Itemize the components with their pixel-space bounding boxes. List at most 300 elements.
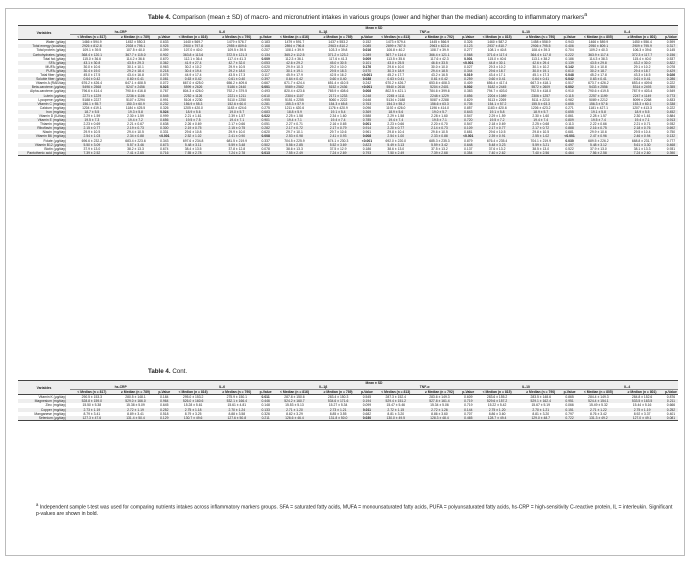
group-low-value: 19.5 ± 7.3 bbox=[70, 118, 114, 122]
p-value: 0.001 bbox=[464, 56, 473, 61]
group-high-value: 2247 ± 1149 bbox=[620, 94, 664, 98]
group-low-value: 15.22 ± 5.42 bbox=[487, 403, 507, 408]
nutrient-table-cont bbox=[18, 380, 678, 421]
group-high-value: 45.1 ± 17.3 bbox=[532, 73, 550, 78]
row-label: Vitamin B6 (mg/day) bbox=[18, 134, 70, 138]
group-low-value: 2204 ± 1089 bbox=[475, 94, 519, 98]
p-value: 0.545 bbox=[157, 94, 171, 98]
group-low-value: 37.9 ± 13.0 bbox=[83, 146, 101, 151]
p-value: <0.001 bbox=[159, 134, 170, 139]
table-footnote bbox=[36, 502, 676, 518]
group-low-value: 45.2 ± 17.8 bbox=[590, 73, 607, 78]
group-high-value: 366.4 ± 121.1 bbox=[418, 53, 462, 57]
p-value: 0.317 bbox=[664, 44, 678, 48]
row-label: Riboflavin (mg/day) bbox=[18, 126, 70, 130]
group-low-value: 1440 ± 569.7 bbox=[171, 40, 215, 45]
group-high-value: 2.15 ± 0.75 bbox=[215, 126, 259, 130]
group-high-value: 37.5 ± 12.9 bbox=[329, 146, 347, 151]
group-high-value: 155.5 ± 63.3 bbox=[519, 102, 563, 106]
group-high-value: 42.5 ± 16.2 bbox=[329, 73, 347, 78]
group-high-value: 131.8 ± 50.0 bbox=[316, 416, 360, 421]
p-value: 0.861 bbox=[565, 113, 574, 118]
p-value: 0.399 bbox=[160, 48, 169, 53]
group-high-value: 792.5 ± 418.0 bbox=[530, 89, 551, 94]
p-value: 0.833 bbox=[666, 97, 676, 102]
group-low-value: 29.3 ± 10.2 bbox=[488, 64, 506, 69]
p-value: 0.610 bbox=[563, 69, 577, 73]
group-high-header: ≥ Median (n = 790) bbox=[519, 35, 563, 40]
p-value: 0.024 bbox=[157, 110, 171, 114]
group-high-value: 1452 ± 550.3 bbox=[114, 40, 158, 45]
row-label: Iron (mg/day) bbox=[18, 110, 70, 114]
p-value: <0.001 bbox=[564, 134, 575, 139]
group-low-value: 2.23 ± 0.66 bbox=[387, 122, 405, 127]
p-value: 0.081 bbox=[157, 77, 171, 81]
p-value: 0.123 bbox=[461, 44, 475, 48]
group-high-value: 37.8 ± 12.8 bbox=[228, 146, 246, 151]
marker-header: IL-10 bbox=[475, 30, 576, 35]
group-low-value: 528.8 ± 159.0 bbox=[70, 399, 114, 403]
marker-header: IL-1β bbox=[273, 385, 374, 390]
nutrient-table bbox=[18, 25, 678, 156]
p-value: 0.042 bbox=[563, 77, 577, 81]
group-high-value: 2.34 ± 1.60 bbox=[329, 113, 347, 118]
group-high-value: 529.0 ± 166.0 bbox=[114, 399, 158, 403]
group-low-value: 1466 ± 589.9 bbox=[577, 40, 621, 45]
p-value: 0.259 bbox=[461, 77, 475, 81]
group-low-value: 5.48 ± 3.23 bbox=[475, 143, 519, 147]
mean-sd-header: Mean ± SD bbox=[70, 26, 678, 31]
group-low-value: 794.7 ± 403.0 bbox=[486, 89, 508, 94]
group-high-value: 18.9 ± 5.7 bbox=[519, 110, 563, 114]
pvalue-header: p-Value bbox=[462, 390, 475, 395]
p-value: 0.568 bbox=[461, 53, 475, 57]
p-value: 0.101 bbox=[360, 61, 374, 65]
group-low-value: 29.9 ± 10.6 bbox=[590, 130, 607, 135]
group-high-value: 114.2 ± 36.6 bbox=[126, 56, 145, 61]
group-high-value: 2909 ± 795.9 bbox=[620, 44, 664, 48]
group-high-value: 372.5 ± 121.3 bbox=[215, 53, 259, 57]
p-value: 0.692 bbox=[664, 126, 678, 130]
group-low-value: 2.20 ± 0.77 bbox=[374, 126, 418, 130]
group-low-value: 1204 ± 419.1 bbox=[82, 105, 102, 110]
group-low-value: 43.5 ± 29.8 bbox=[577, 61, 621, 65]
p-value: 0.991 bbox=[160, 97, 169, 102]
group-high-value: 2.14 ± 0.73 bbox=[418, 126, 462, 130]
group-high-value: 5099 ± 2268 bbox=[632, 97, 652, 102]
group-low-value: 30.2 ± 18.7 bbox=[577, 69, 621, 73]
p-value: 0.008 bbox=[259, 134, 273, 138]
marker-header: IL-10 bbox=[475, 385, 576, 390]
p-value: 0.152 bbox=[360, 40, 374, 45]
p-value: 0.468 bbox=[664, 143, 678, 147]
group-high-value: 29.5 ± 18.3 bbox=[316, 69, 360, 73]
p-value: 0.982 bbox=[565, 97, 574, 102]
group-high-value: 2.75 ± 1.19 bbox=[620, 408, 664, 412]
group-low-value: 2.28 ± 1.57 bbox=[590, 113, 607, 118]
p-value: 0.176 bbox=[362, 64, 372, 69]
group-low-value: 2271 ± 1229 bbox=[70, 94, 114, 98]
group-low-value: 7.40 ± 2.62 bbox=[475, 151, 519, 156]
group-high-value: 5.59 ± 3.42 bbox=[418, 143, 462, 147]
p-value: 0.876 bbox=[664, 395, 678, 400]
group-high-value: 371.2 ± 123.2 bbox=[316, 53, 360, 57]
group-high-value: 5107 ± 2294 bbox=[126, 97, 145, 102]
group-low-value: 2926 ± 812.8 bbox=[70, 44, 114, 48]
group-high-value: 1184 ± 425.5 bbox=[125, 105, 146, 110]
p-value: 0.588 bbox=[362, 113, 372, 118]
group-high-value: 7.24 ± 2.60 bbox=[620, 151, 664, 156]
p-value: 0.656 bbox=[157, 118, 171, 122]
p-value: 0.502 bbox=[259, 143, 273, 147]
p-value: 0.383 bbox=[464, 89, 473, 94]
group-low-value: 363.8 ± 113.6 bbox=[171, 53, 215, 57]
group-high-value: 117.6 ± 42.3 bbox=[430, 56, 449, 61]
group-high-value: 29.2 ± 10.0 bbox=[329, 64, 347, 69]
group-high-value: 367.7 ± 115.0 bbox=[114, 53, 158, 57]
group-high-value: 2.20 ± 0.70 bbox=[431, 122, 448, 127]
group-high-value: 152.6 ± 60.0 bbox=[215, 102, 259, 106]
group-low-value: 2.16 ± 0.75 bbox=[577, 126, 621, 130]
p-value: 0.704 bbox=[565, 48, 574, 53]
row-label: Total protein (g/day) bbox=[36, 48, 66, 53]
group-high-value: 2.17 ± 0.72 bbox=[519, 126, 563, 130]
p-value: 0.072 bbox=[160, 81, 169, 86]
group-high-value: 156.6 ± 63.3 bbox=[418, 102, 462, 106]
p-value: 0.331 bbox=[160, 130, 169, 135]
p-value: 0.609 bbox=[461, 395, 475, 400]
group-low-value: 15.49 ± 5.32 bbox=[589, 403, 608, 408]
p-value: 0.570 bbox=[360, 69, 374, 73]
group-high-value: 29.4 ± 18.7 bbox=[620, 69, 664, 73]
group-low-value: 2.17 ± 0.77 bbox=[475, 126, 519, 130]
group-high-value: 15.34 ± 5.06 bbox=[430, 403, 449, 408]
group-low-value: 19.1 ± 5.8 bbox=[475, 110, 519, 114]
footnote-text: Independent sample t-test was used for comparing nutrients intakes across inflammatory markers groups. SFA = saturated fatty acids, MUFA = monounsaturated fatty acids, PUFA = polyunsaturated fatty acids, hs-CRP = high-sensitivity C-reactive protein, IL = interleukin. Significant p-values are shown in bold. bbox=[36, 504, 673, 518]
group-high-value: 704.1 ± 219.9 bbox=[530, 138, 551, 143]
p-value: 0.925 bbox=[157, 44, 171, 48]
group-low-value: 295.0 ± 153.2 bbox=[171, 395, 215, 400]
group-high-value: 29.2 ± 18.0 bbox=[215, 69, 259, 73]
group-low-value: 44.9 ± 17.4 bbox=[184, 73, 202, 78]
p-value: 0.038 bbox=[360, 77, 374, 81]
group-low-value: 283.6 ± 155.2 bbox=[475, 395, 519, 400]
p-value: 0.823 bbox=[360, 143, 374, 147]
group-low-value: 1466 ± 594.9 bbox=[70, 40, 114, 45]
group-low-value: 7.55 ± 2.49 bbox=[273, 151, 317, 156]
p-value: 0.271 bbox=[565, 105, 574, 110]
group-low-value: 365.2 ± 112.5 bbox=[273, 53, 317, 57]
p-value: 0.465 bbox=[461, 416, 475, 421]
p-value: 0.019 bbox=[464, 73, 473, 78]
row-label: Selenium (μg/day) bbox=[18, 416, 70, 421]
group-high-value: 280.5 ± 148.1 bbox=[114, 395, 158, 400]
pvalue-header: p-Value bbox=[563, 390, 576, 395]
group-low-value: 130.7 ± 49.6 bbox=[171, 416, 215, 421]
group-low-value: 8.82 ± 3.29 bbox=[286, 411, 303, 416]
group-low-header: < Median (n = 817) bbox=[70, 390, 114, 395]
p-value: 0.300 bbox=[157, 126, 171, 130]
group-low-value: 2.47 ± 0.96 bbox=[577, 134, 621, 138]
group-high-value: 113.1 ± 38.2 bbox=[531, 56, 550, 61]
marker-header: IL-6 bbox=[171, 30, 272, 35]
p-value: 0.545 bbox=[360, 395, 374, 400]
group-high-value: 653.6 ± 408.3 bbox=[429, 81, 450, 86]
group-low-value: 820.4 ± 423.6 bbox=[284, 89, 305, 94]
group-high-header: ≥ Median (n = 801) bbox=[620, 390, 664, 395]
p-value: 0.735 bbox=[461, 102, 475, 106]
group-low-value: 29.7 ± 10.1 bbox=[286, 130, 303, 135]
p-value: 0.610 bbox=[259, 94, 273, 98]
p-value: 0.464 bbox=[563, 151, 577, 156]
group-low-value: 2900 ± 797.8 bbox=[171, 44, 215, 48]
group-high-value: 2.33 ± 0.88 bbox=[418, 134, 462, 138]
p-value: 0.648 bbox=[461, 143, 475, 147]
p-value: 0.081 bbox=[664, 416, 678, 421]
group-high-value: 2.39 ± 1.57 bbox=[228, 113, 246, 118]
p-value: 0.139 bbox=[563, 61, 577, 65]
p-value: 0.117 bbox=[261, 73, 270, 78]
group-low-value: 1479 ± 591.7 bbox=[273, 40, 317, 45]
table-cont-caption bbox=[148, 368, 187, 375]
group-low-value: 38.4 ± 13.5 bbox=[184, 146, 202, 151]
group-high-value: 5152 ± 2436 bbox=[316, 85, 360, 89]
p-value: 0.030 bbox=[565, 138, 574, 143]
group-high-value: 29.6 ± 10.5 bbox=[431, 130, 448, 135]
p-value: <0.001 bbox=[361, 138, 373, 143]
p-value: 0.362 bbox=[157, 61, 171, 65]
group-low-value: 107.0 ± 40.0 bbox=[183, 48, 203, 53]
group-low-value: 41.9 ± 27.4 bbox=[171, 61, 215, 65]
group-low-value: 5134 ± 2188 bbox=[386, 97, 406, 102]
group-low-value: 37.6 ± 13.2 bbox=[488, 146, 506, 151]
group-low-value: 5188 ± 2227 bbox=[82, 97, 102, 102]
group-low-value: 2.17 ± 0.72 bbox=[273, 126, 317, 130]
group-low-header: < Median (n = 815) bbox=[475, 35, 519, 40]
p-value: 0.129 bbox=[157, 416, 171, 421]
group-high-value: 5.57 ± 3.46 bbox=[114, 143, 158, 147]
group-low-value: 5.48 ± 3.11 bbox=[171, 143, 215, 147]
group-low-value: 790.6 ± 419.5 bbox=[588, 89, 609, 94]
group-high-value: 2.17 ± 0.66 bbox=[228, 122, 246, 127]
group-low-value: 2.71 ± 1.22 bbox=[577, 408, 621, 412]
group-high-value: 651.4 ± 410.5 bbox=[327, 81, 349, 86]
group-low-value: 5182 ± 2445 bbox=[475, 85, 519, 89]
p-value: 0.027 bbox=[464, 64, 473, 69]
p-value: 0.008 bbox=[360, 134, 374, 138]
p-value: 0.001 bbox=[259, 85, 273, 89]
group-high-header: ≥ Median (n = 789) bbox=[114, 390, 158, 395]
p-value: 0.066 bbox=[565, 403, 574, 408]
group-low-value: 673.7 ± 426.2 bbox=[588, 81, 609, 86]
p-value: 0.078 bbox=[261, 146, 270, 151]
p-value: 0.716 bbox=[157, 151, 171, 156]
p-value: 0.645 bbox=[160, 403, 169, 408]
group-high-value: 784.6 ± 399.6 bbox=[429, 89, 450, 94]
group-high-value: 2963 ± 822.6 bbox=[418, 44, 462, 48]
group-low-value: 18.8 ± 5.9 bbox=[273, 110, 317, 114]
group-high-value: 19.3 ± 5.8 bbox=[114, 110, 158, 114]
group-high-value: 283.6 ± 149.3 bbox=[418, 395, 462, 400]
group-high-value: 0.61 ± 0.42 bbox=[418, 77, 462, 81]
p-value: 0.369 bbox=[360, 110, 374, 114]
p-value: 0.901 bbox=[259, 118, 273, 122]
row-label: Magnesium (mg/day) bbox=[18, 399, 70, 403]
p-value: 0.051 bbox=[261, 122, 270, 127]
group-low-value: 15.50 ± 5.38 bbox=[82, 403, 102, 408]
group-high-value: 7.40 ± 2.56 bbox=[519, 151, 563, 156]
group-high-value: 30.0 ± 19.1 bbox=[519, 69, 563, 73]
p-value: 0.517 bbox=[565, 81, 574, 86]
row-label: Pantothenic acid (mg/day) bbox=[18, 151, 70, 156]
p-value: 0.643 bbox=[461, 110, 475, 114]
p-value: 0.913 bbox=[664, 118, 678, 122]
group-high-value: 19.0 ± 5.7 bbox=[215, 110, 259, 114]
group-low-value: 1211 ± 420.6 bbox=[284, 105, 305, 110]
group-high-value: 532.1 ± 166.4 bbox=[215, 399, 259, 403]
group-high-value: 29.7 ± 10.6 bbox=[329, 130, 347, 135]
group-low-value: 0.64 ± 0.42 bbox=[70, 77, 114, 81]
p-value: 0.674 bbox=[160, 146, 169, 151]
group-high-value: 2963 ± 810.2 bbox=[316, 44, 360, 48]
group-low-value: 676.2 ± 426.4 bbox=[81, 81, 103, 86]
group-high-value: 2.70 ± 1.24 bbox=[215, 408, 259, 412]
row-label: Water (g/day) bbox=[18, 40, 70, 45]
group-low-header: < Median (n = 813) bbox=[374, 35, 418, 40]
group-low-value: 128.7 ± 49.4 bbox=[475, 416, 519, 421]
p-value: 0.134 bbox=[259, 53, 273, 57]
table-cont-caption-label: Table 4. bbox=[148, 368, 171, 375]
group-high-value: 19.4 ± 7.4 bbox=[316, 118, 360, 122]
row-label: SFA (g/day) bbox=[18, 61, 70, 65]
p-value: 0.763 bbox=[360, 102, 374, 106]
group-high-value: 2955 ± 809.6 bbox=[215, 44, 259, 48]
p-value: 0.522 bbox=[565, 146, 574, 151]
p-value: 0.075 bbox=[160, 73, 169, 78]
p-value: 0.397 bbox=[259, 77, 273, 81]
group-high-value: 7.24 ± 2.78 bbox=[215, 151, 259, 156]
group-high-value: 115.4 ± 40.0 bbox=[632, 56, 652, 61]
p-value: 0.343 bbox=[160, 138, 169, 143]
group-low-value: 30.4 ± 19.4 bbox=[171, 69, 215, 73]
group-low-value: 287.3 ± 152.4 bbox=[374, 395, 418, 400]
p-value: 0.009 bbox=[261, 56, 270, 61]
pvalue-header: p-Value bbox=[563, 35, 576, 40]
table-caption bbox=[148, 12, 587, 21]
group-high-value: 7.41 ± 2.65 bbox=[114, 151, 158, 156]
group-high-value: 5186 ± 2440 bbox=[215, 85, 259, 89]
group-high-value: 8.85 ± 3.55 bbox=[329, 411, 347, 416]
group-high-value: 8.81 ± 3.20 bbox=[532, 411, 550, 416]
group-low-value: 2.54 ± 1.00 bbox=[374, 134, 418, 138]
p-value: 0.009 bbox=[362, 56, 372, 61]
p-value: 0.326 bbox=[461, 40, 475, 45]
p-value: 0.008 bbox=[362, 89, 372, 94]
row-label: Folate (μg/day) bbox=[43, 138, 66, 143]
p-value: 0.002 bbox=[563, 85, 577, 89]
p-value: 0.096 bbox=[362, 105, 372, 110]
group-low-header: < Median (n = 816) bbox=[171, 390, 215, 395]
group-low-value: 524.4 ± 154.1 bbox=[577, 399, 621, 403]
p-value: 0.707 bbox=[464, 411, 473, 416]
group-high-header: ≥ Median (n = 789) bbox=[114, 35, 158, 40]
group-high-value: 656.2 ± 409.6 bbox=[226, 81, 248, 86]
group-low-value: 2.15 ± 0.77 bbox=[70, 126, 114, 130]
p-value: 0.001 bbox=[362, 122, 372, 127]
group-high-value: 5.52 ± 3.69 bbox=[316, 143, 360, 147]
p-value: 0.156 bbox=[664, 53, 678, 57]
p-value: 0.115 bbox=[563, 94, 577, 98]
group-low-value: 5.48 ± 3.12 bbox=[577, 143, 621, 147]
p-value: 0.681 bbox=[565, 130, 574, 135]
group-high-header: ≥ Median (n = 792) bbox=[418, 390, 462, 395]
group-low-value: 29.6 ± 10.0 bbox=[387, 64, 405, 69]
p-value: 0.144 bbox=[461, 408, 475, 412]
group-low-value: 287.8 ± 150.6 bbox=[273, 395, 317, 400]
group-low-header: < Median (n = 816) bbox=[273, 35, 317, 40]
p-value: 0.184 bbox=[157, 395, 171, 400]
group-high-value: 29.9 ± 10.5 bbox=[228, 64, 246, 69]
group-low-value: 130.0 ± 49.5 bbox=[374, 416, 418, 421]
pvalue-header: p-Value bbox=[462, 35, 475, 40]
p-value: 0.023 bbox=[157, 85, 171, 89]
group-high-value: 0.60 ± 0.41 bbox=[114, 77, 158, 81]
group-high-value: 527.8 ± 161.4 bbox=[418, 399, 462, 403]
p-value: 0.943 bbox=[563, 40, 577, 45]
group-low-value: 5433 ± 2556 bbox=[577, 85, 621, 89]
group-low-value: 697.6 ± 234.8 bbox=[182, 138, 204, 143]
row-label: Soluble fiber (g/day) bbox=[18, 77, 70, 81]
p-value: 0.719 bbox=[461, 399, 475, 403]
group-high-value: 37.5 ± 13.2 bbox=[431, 146, 448, 151]
group-low-value: 2.73 ± 1.19 bbox=[70, 408, 114, 412]
p-value: 0.670 bbox=[160, 56, 169, 61]
group-low-value: 44.8 ± 30.1 bbox=[475, 61, 519, 65]
p-value: 0.109 bbox=[461, 126, 475, 130]
group-high-value: 2.30 ± 1.61 bbox=[633, 113, 651, 118]
group-high-value: 2.72 ± 1.19 bbox=[114, 408, 158, 412]
group-low-value: 526.0 ± 160.6 bbox=[171, 399, 215, 403]
group-low-value: 30.1 ± 19.1 bbox=[273, 69, 317, 73]
group-high-value: 1176 ± 420.9 bbox=[328, 105, 348, 110]
group-low-value: 2304 ± 1107 bbox=[273, 94, 317, 98]
group-low-value: 30.0 ± 10.6 bbox=[83, 64, 101, 69]
group-low-value: 19.5 ± 7.4 bbox=[577, 118, 621, 122]
group-high-value: 15.61 ± 4.81 bbox=[227, 403, 247, 408]
p-value: 0.914 bbox=[360, 126, 374, 130]
group-low-value: 1181 ± 427.1 bbox=[588, 105, 609, 110]
group-high-value: 5.61 ± 3.30 bbox=[620, 143, 664, 147]
group-low-value: 15.28 ± 5.61 bbox=[183, 403, 203, 408]
group-low-value: 8.79 ± 3.25 bbox=[184, 411, 202, 416]
group-high-value: 2306 ± 1257 bbox=[519, 94, 563, 98]
row-label: Niacin (mg/day) bbox=[42, 130, 66, 135]
group-high-value: 127.0 ± 49.1 bbox=[620, 416, 664, 421]
p-value: 0.151 bbox=[563, 408, 577, 412]
group-high-value: 19.4 ± 7.1 bbox=[215, 118, 259, 122]
p-value: 0.113 bbox=[565, 122, 574, 127]
group-high-value: 7.24 ± 2.69 bbox=[316, 151, 360, 156]
group-high-value: 275.9 ± 150.1 bbox=[215, 395, 259, 400]
group-low-value: 5540 ± 2616 bbox=[374, 85, 418, 89]
group-high-value: 2.18 ± 0.76 bbox=[620, 126, 664, 130]
group-low-value: 2.54 ± 1.03 bbox=[70, 134, 114, 138]
row-label: Total fat (g/day) bbox=[42, 56, 66, 61]
group-low-value: 5113 ± 2269 bbox=[487, 97, 507, 102]
p-value: 0.252 bbox=[157, 408, 171, 412]
p-value: 0.750 bbox=[666, 130, 676, 135]
p-value: <0.001 bbox=[463, 60, 474, 65]
